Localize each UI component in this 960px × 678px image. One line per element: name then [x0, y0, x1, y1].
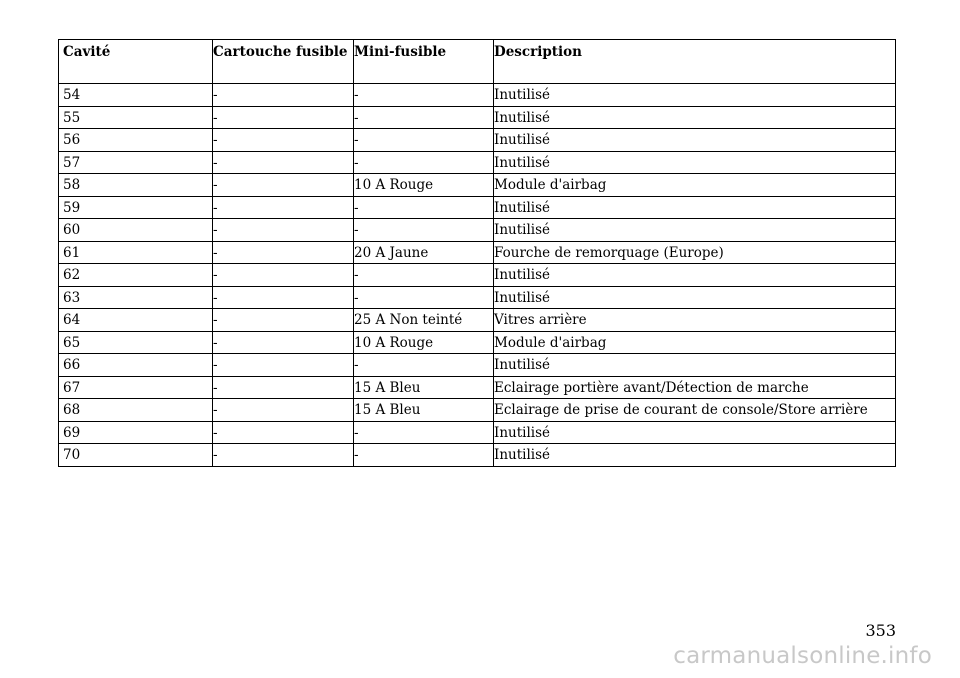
cell-description: Inutilisé — [494, 129, 896, 152]
cell-cartridge-fuse: - — [213, 84, 354, 107]
header-mini-fuse: Mini-fusible — [354, 40, 494, 84]
cell-cartridge-fuse: - — [213, 219, 354, 242]
cell-cartridge-fuse: - — [213, 106, 354, 129]
table-row — [59, 106, 896, 129]
table-row — [59, 241, 896, 264]
table-row — [59, 444, 896, 467]
cell-mini-fuse: - — [354, 196, 494, 219]
cell-description: Vitres arrière — [494, 309, 896, 332]
table-row — [59, 286, 896, 309]
cell-cavity: 59 — [59, 196, 213, 219]
cell-cartridge-fuse: - — [213, 331, 354, 354]
cell-description: Inutilisé — [494, 84, 896, 107]
cell-cavity: 58 — [59, 174, 213, 197]
cell-cartridge-fuse: - — [213, 129, 354, 152]
cell-cartridge-fuse: - — [213, 151, 354, 174]
cell-cavity: 68 — [59, 399, 213, 422]
table-row — [59, 421, 896, 444]
cell-mini-fuse: 10 A Rouge — [354, 331, 494, 354]
cell-cartridge-fuse: - — [213, 399, 354, 422]
cell-description: Inutilisé — [494, 219, 896, 242]
cell-cavity: 66 — [59, 354, 213, 377]
cell-description: Eclairage portière avant/Détection de marche — [494, 376, 896, 399]
cell-mini-fuse: - — [354, 106, 494, 129]
cell-mini-fuse: - — [354, 354, 494, 377]
cell-cavity: 62 — [59, 264, 213, 287]
cell-description: Inutilisé — [494, 444, 896, 467]
cell-cavity: 56 — [59, 129, 213, 152]
cell-description: Inutilisé — [494, 106, 896, 129]
cell-cavity: 69 — [59, 421, 213, 444]
cell-mini-fuse: 25 A Non teinté — [354, 309, 494, 332]
cell-cartridge-fuse: - — [213, 309, 354, 332]
table-row — [59, 84, 896, 107]
page-number: 353 — [865, 621, 896, 640]
cell-cavity: 70 — [59, 444, 213, 467]
cell-cavity: 67 — [59, 376, 213, 399]
cell-description: Inutilisé — [494, 264, 896, 287]
cell-mini-fuse: 15 A Bleu — [354, 376, 494, 399]
cell-cartridge-fuse: - — [213, 376, 354, 399]
cell-cavity: 57 — [59, 151, 213, 174]
cell-description: Inutilisé — [494, 151, 896, 174]
cell-description: Module d'airbag — [494, 174, 896, 197]
cell-description: Eclairage de prise de courant de console/Store arrière — [494, 399, 896, 422]
table-header-row — [59, 40, 896, 84]
cell-cartridge-fuse: - — [213, 241, 354, 264]
cell-cavity: 54 — [59, 84, 213, 107]
table-row — [59, 309, 896, 332]
cell-cartridge-fuse: - — [213, 354, 354, 377]
cell-mini-fuse: - — [354, 151, 494, 174]
cell-mini-fuse: 15 A Bleu — [354, 399, 494, 422]
cell-cavity: 61 — [59, 241, 213, 264]
table-row — [59, 354, 896, 377]
cell-mini-fuse: 20 A Jaune — [354, 241, 494, 264]
header-description: Description — [494, 40, 896, 84]
cell-cartridge-fuse: - — [213, 444, 354, 467]
cell-mini-fuse: - — [354, 84, 494, 107]
table-row — [59, 264, 896, 287]
cell-mini-fuse: - — [354, 286, 494, 309]
table-row — [59, 376, 896, 399]
cell-cartridge-fuse: - — [213, 174, 354, 197]
header-cavity: Cavité — [59, 40, 213, 84]
table-row — [59, 196, 896, 219]
cell-description: Inutilisé — [494, 421, 896, 444]
cell-mini-fuse: - — [354, 444, 494, 467]
cell-mini-fuse: - — [354, 421, 494, 444]
cell-cartridge-fuse: - — [213, 196, 354, 219]
fuse-table — [58, 39, 896, 467]
cell-cavity: 55 — [59, 106, 213, 129]
cell-description: Inutilisé — [494, 354, 896, 377]
cell-cavity: 60 — [59, 219, 213, 242]
cell-cavity: 65 — [59, 331, 213, 354]
cell-cartridge-fuse: - — [213, 421, 354, 444]
cell-cartridge-fuse: - — [213, 286, 354, 309]
cell-mini-fuse: - — [354, 129, 494, 152]
header-cartridge-fuse: Cartouche fusible — [213, 40, 354, 84]
cell-cavity: 63 — [59, 286, 213, 309]
cell-description: Fourche de remorquage (Europe) — [494, 241, 896, 264]
table-row — [59, 399, 896, 422]
cell-cavity: 64 — [59, 309, 213, 332]
table-row — [59, 151, 896, 174]
cell-mini-fuse: - — [354, 219, 494, 242]
cell-description: Inutilisé — [494, 286, 896, 309]
table-row — [59, 219, 896, 242]
cell-mini-fuse: - — [354, 264, 494, 287]
watermark: carmanualsonline.info — [673, 643, 932, 669]
cell-description: Inutilisé — [494, 196, 896, 219]
table-row — [59, 129, 896, 152]
table-body — [59, 84, 896, 467]
cell-cartridge-fuse: - — [213, 264, 354, 287]
cell-mini-fuse: 10 A Rouge — [354, 174, 494, 197]
cell-description: Module d'airbag — [494, 331, 896, 354]
table-row — [59, 174, 896, 197]
table-row — [59, 331, 896, 354]
